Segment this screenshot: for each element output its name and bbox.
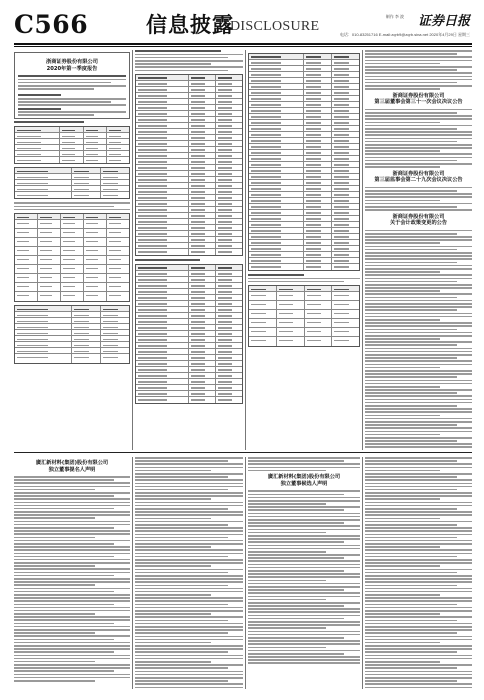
column-nomination-1 (14, 457, 130, 689)
announcement-title: 关于会计政策变更的公告 (389, 220, 448, 227)
newspaper-logo: 证券日报 (417, 14, 470, 29)
announcement-header (18, 59, 126, 72)
company-name: 浙商证券股份有限公司 (392, 92, 445, 99)
column-divider (362, 50, 363, 450)
column-divider (245, 457, 246, 689)
financial-data-table (14, 126, 130, 164)
company-name: 浙商证券股份有限公司 (46, 59, 98, 65)
column-announcements (365, 50, 472, 450)
section-title: 信息披露 (146, 12, 234, 37)
section-divider (14, 452, 472, 453)
editor-line: 制作 李 波 (385, 14, 404, 19)
company-name: 浙商证券股份有限公司 (392, 170, 445, 177)
announcement-header (14, 460, 130, 473)
column-nomination-text (135, 457, 243, 689)
q1-report-header-box (14, 52, 130, 119)
income-statement-table (135, 264, 243, 404)
column-divider (245, 50, 246, 450)
announcement-title: 第三届董事会第三十一次会议决议公告 (374, 99, 463, 106)
announcement-title: 独立董事提名人声明 (48, 466, 96, 473)
announcement-header (365, 93, 472, 106)
column-divider (132, 457, 133, 689)
announcement-title: 独立董事候选人声明 (280, 480, 328, 487)
cash-flow-table (248, 53, 360, 271)
non-recurring-table (14, 167, 130, 199)
masthead-rule-thin (14, 46, 472, 47)
masthead-rule (14, 43, 472, 45)
masthead (14, 10, 472, 42)
contact-line: 电话：010-83251716 E-mail:zqrb9@zqrb.sina.net 2020年4月29日 星期三 (339, 32, 470, 37)
policy-change-table (248, 285, 360, 347)
company-name: 廣汇新材料(集团)股份有限公司 (267, 474, 341, 481)
shareholder-table (14, 213, 130, 302)
section-subtitle: DISCLOSURE (230, 19, 320, 34)
announcement-header (248, 474, 360, 487)
company-name: 浙商证券股份有限公司 (392, 213, 445, 220)
page-number: C566 (14, 10, 89, 39)
column-divider (362, 457, 363, 689)
column-nomination-text-2 (365, 457, 472, 689)
column-balance-sheet (135, 50, 243, 450)
column-nomination-2 (248, 457, 360, 689)
column-cash-flow (248, 50, 360, 450)
announcement-header (365, 214, 472, 227)
column-divider (132, 50, 133, 450)
balance-sheet-table (135, 74, 243, 256)
top-holders-table (14, 305, 130, 364)
column-q1-report (14, 50, 130, 450)
company-name: 廣汇新材料(集团)股份有限公司 (35, 460, 109, 466)
announcement-header (365, 171, 472, 184)
announcement-title: 2020年第一季度报告 (46, 65, 98, 72)
announcement-title: 第三届监事会第二十九次会议决议公告 (374, 177, 463, 184)
